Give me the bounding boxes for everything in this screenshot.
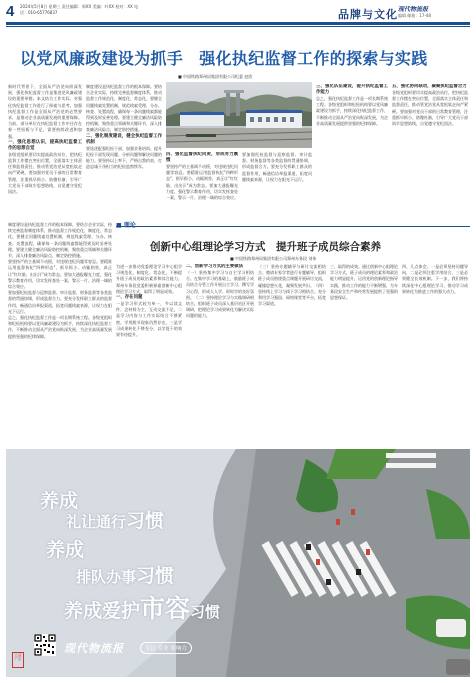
article1-col2: 制度建设是执纪监督工作的根本保障。要结合企业实际，持续完善监督制度体系，推动监督工作规范化、制度化、常态化。要健全问题线索处置机制，规范线索受理、分办、核查、处置流程，确保每一条问题线索都能得到及时妥善处理。要建立健全廉洁风险防控机制，聚焦重点领域和关键环节，深入排查廉洁风险点，制定防控措施。 二、强化制度建设，健全执纪监督工作机制 要选优配强纪检干部，加强业务培训，提升纪检干部发现问题、分析问题和解决问题的能力。要坚持以上率下，严格自我约束，打造忠诚干净担当的纪检监察铁军。 <box>86 84 162 170</box>
article1-headline[interactable]: 以党风廉政建设为抓手 强化执纪监督工作的探索与实践 <box>20 49 428 68</box>
article2-subhead-2: 二、创新学习方式的主要做法 <box>186 264 244 269</box>
article1-col6: 五、强化协同联动，凝聚执纪监督合力 各级党组织要切实提高政治站位，把执纪监督工作摆在突出位置，全面落实主体责任和监督责任，推动管党治党从宽松软走向严紧硬。要加强对党员干部的日常教育管理，注重抓早抓小、防微杜渐，引导广大党员干部筑牢思想防线，自觉遵守党纪国法。 <box>392 84 468 127</box>
rail-depot-photo <box>166 82 312 148</box>
article1-subhead-3: 三、强化队伍建设，提升执纪监督工作能力 <box>316 84 388 95</box>
slogan-line3: 养成 <box>46 539 85 561</box>
slogan-line4: 排队办事习惯 <box>76 565 175 587</box>
article1-col5: 三、强化队伍建设，提升执纪监督工作能力 总之，强化执纪监督工作是一项长期系统工程。各级党组织和纪检机构要以党风廉政建设为抓手，持续深化执纪监督工作，不断推动全面从严治党向纵深发展，为企业高质量发展提供坚强的纪律保障。 <box>316 84 388 126</box>
article2-col4: 三、取得的成效。通过创新中心组理论学习方式，班子成员的理论素养和政治能力明显提升，运用党的创新理论指导实践、推动工作的能力不断增强，为车务段安全生产和经营发展提供了坚强的思想保证。 <box>330 264 398 301</box>
qr-code-icon[interactable] <box>34 634 56 656</box>
article2-col2: 二、创新学习方式的主要做法 （一）坚持集中学习与自主学习相结合。在集中学习的基础上，鼓励班子成员结合分管工作开展自主学习，撰写学习心得，形成人人学、时时学的良好氛围。（二）坚持理论学习与实践调研相结合。组织班子成员深入基层站区开展调研，把理论学习成果转化为解决实际问题的能力。 <box>186 264 254 319</box>
article2-col3: （三）坚持专题辅导与研讨交流相结合。邀请专家学者进行专题辅导，组织班子成员围绕重点课题开展研讨交流，碰撞思想火花，凝聚发展共识。（四）坚持线上学习与线下学习相结合。充分利用学习强国、网络课堂等平台，拓宽学习渠道。 <box>258 264 326 307</box>
ad-stamp: 公益广告 <box>12 652 24 668</box>
article1-continued: 制度建设是执纪监督工作的根本保障。要结合企业实际，持续完善监督制度体系，推动监督工作规范化、制度化、常态化。要健全问题线索处置机制，规范线索受理、分办、核查、处置流程，确保每一条问题线索都能得到及时妥善处理。要建立健全廉洁风险防控机制，聚焦重点领域和关键环节，深入排查廉洁风险点，制定防控措施。 要坚持严的主基调不动摇，对违规违纪问题零容忍。要精准运用监督执纪"四种形态"，抓早抓小、动辄则咎，真正让"红红脸、出出汗"成为常态。要加大通报曝光力度，强化警示教育作用，切实发挥查处一案、警示一片、治理一域的综合效应。 要加强纪检监督与巡察监督、审计监督、财务监督等各类监督的贯通协调，形成监督合力。要充分发挥职工群众的监督作用，畅通信访举报渠道，拓宽问题线索来源，让权力在阳光下运行。 总之，强化执纪监督工作是一项长期系统工程。各级党组织和纪检机构要以党风廉政建设为抓手，持续深化执纪监督工作，不断推动全面从严治党向纵深发展，为企业高质量发展提供坚强的纪律保障。 <box>8 222 112 339</box>
article2-headline[interactable]: 创新中心组理论学习方式 提升班子成员综合素养 <box>150 241 381 253</box>
article2-col1: 为进一步推动党委理论学习中心组学习规范化、制度化、常态化，不断提升班子成员的政治素养和综合能力，郑州车务段党委积极探索创新中心组理论学习方式，取得了明显成效。 一、存在问题 一是学习形式较为单一，多以读文件、念材料为主，互动交流不足。二是学习内容与工作实际结合不够紧密，学用脱节现象仍然存在。三是学习成果转化不够充分，以学促干的效果有待提升。 <box>116 264 182 338</box>
article1-subhead-4: 四、强化监督执纪问责，形成有力震慑 <box>166 152 238 163</box>
header-meta: 2024年5月8日 星期三 责任编辑：周XX 美编：叶XX 校对：XX 电话：010-65776837 <box>20 4 139 15</box>
article2-rule <box>116 226 470 227</box>
brand-tagline: 专注 专业 影响力 <box>140 642 192 654</box>
slogan-line5: 养成爱护市容习惯 <box>64 594 221 623</box>
section-title: 品牌与文化 <box>338 8 398 21</box>
editor-line: 编辑 邮箱：17-48 <box>398 13 431 18</box>
article1-subhead-1: 一、强化思想认识，提高执纪监督工作的思想自觉 <box>8 139 82 151</box>
article1-col1: 新时代背景下，全面从严治党向纵深发展，强化执纪监督工作是推进党风廉政建设的重要举措。本文结合工作实际，对强化执纪监督工作进行了探索与思考。加强执纪监督工作是全面从严治党的必然要求，是推动企业高质量发展的重要保障。当前，部分单位在执纪监督工作中还存在着一些短板与不足，需要持续改进和加强。 一、强化思想认识，提高执纪监督工作的思想自觉 各级党组织要切实提高政治站位，把执纪监督工作摆在突出位置，全面落实主体责任和监督责任，推动管党治党从宽松软走向严紧硬。要加强对党员干部的日常教育管理，注重抓早抓小、防微杜渐，引导广大党员干部筑牢思想防线，自觉遵守党纪国法。 <box>8 84 82 195</box>
article2-byline: ■ 中国铁路郑州局集团有限公司郑州车务段 刘伟 <box>230 256 317 261</box>
page-number: 4 <box>6 3 15 20</box>
paper-name: 现代物流报 <box>398 6 429 13</box>
article2-subhead-1: 一、存在问题 <box>116 295 143 301</box>
article1-subhead-5: 五、强化协同联动，凝聚执纪监督合力 <box>392 84 467 89</box>
header-rule-thin <box>6 26 470 27</box>
article1-col4: 要加强纪检监督与巡察监督、审计监督、财务监督等各类监督的贯通协调，形成监督合力。要充分发挥职工群众的监督作用，畅通信访举报渠道，拓宽问题线索来源，让权力在阳光下运行。 <box>242 152 312 182</box>
article2-col5: 四、几点体会。一是必须坚持问题导向，二是必须注重学用结合，三是必须健全长效机制。下一步，我们将持续深化中心组理论学习，推动学习成果转化为推进工作的强大动力。 <box>402 264 468 294</box>
header-rule <box>6 22 470 25</box>
article1-byline: ■ 中国铁路郑州局集团有限公司纪委 赵欣 <box>178 74 253 79</box>
article1-col3: 四、强化监督执纪问责，形成有力震慑 要坚持严的主基调不动摇，对违规违纪问题零容忍。要精准运用监督执纪"四种形态"，抓早抓小、动辄则咎，真正让"红红脸、出出汗"成为常态。要加大通报曝光力度，强化警示教育作用，切实发挥查处一案、警示一片、治理一域的综合效应。 <box>166 152 238 201</box>
theory-section-logo <box>116 220 136 229</box>
slogan-line1: 养成 <box>40 490 79 512</box>
article1-subhead-2: 二、强化制度建设，健全执纪监督工作机制 <box>86 133 162 145</box>
paper-brand-logo: 现代物流报 <box>64 642 124 655</box>
slogan-line2: 礼让通行习惯 <box>66 510 165 532</box>
